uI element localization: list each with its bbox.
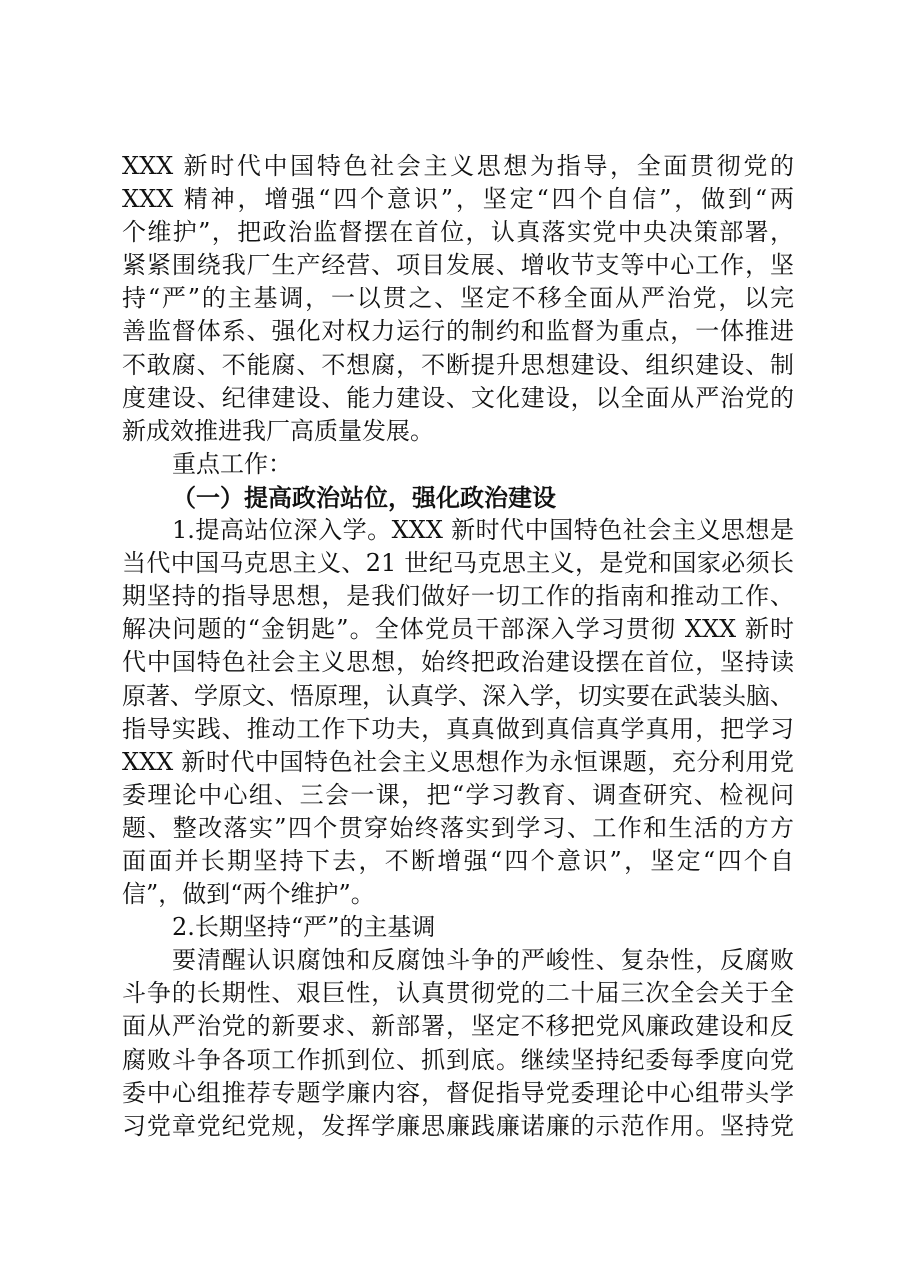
text-line: 当代中国马克思主义、21 世纪马克思主义，是党和国家必须长 xyxy=(122,549,794,578)
text-line: XXX 新时代中国特色社会主义思想作为永恒课题，充分利用党 xyxy=(122,747,794,776)
key-work-label: 重点工作： xyxy=(172,449,292,478)
text-line: 腐败斗争各项工作抓到位、抓到底。继续坚持纪委每季度向党 xyxy=(122,1045,794,1074)
text-line: XXX 新时代中国特色社会主义思想为指导，全面贯彻党的 xyxy=(122,152,794,180)
text-line: 1.提高站位深入学。XXX 新时代中国特色社会主义思想是 xyxy=(172,516,794,545)
text-line: 题、整改落实”四个贯穿始终落实到学习、工作和生活的方方 xyxy=(122,813,794,842)
text-line: 斗争的长期性、艰巨性，认真贯彻党的二十届三次全会关于全 xyxy=(122,979,794,1008)
text-line: 不敢腐、不能腐、不想腐，不断提升思想建设、组织建设、制 xyxy=(122,350,794,379)
text-line: 紧紧围绕我厂生产经营、项目发展、增收节支等中心工作，坚 xyxy=(122,251,794,280)
text-line: 新成效推进我厂高质量发展。 xyxy=(122,416,434,445)
document-page xyxy=(122,150,794,1143)
text-line: 指导实践、推动工作下功夫，真真做到真信真学真用，把学习 xyxy=(122,714,794,743)
text-line: XXX 精神，增强“四个意识”，坚定“四个自信”，做到“两 xyxy=(122,185,794,214)
item-2-heading: 2.长期坚持“严”的主基调 xyxy=(172,913,436,942)
text-line: 面面并长期坚持下去，不断增强“四个意识”，坚定“四个自 xyxy=(122,846,794,875)
section-heading xyxy=(122,481,794,514)
text-line: 要清醒认识腐蚀和反腐蚀斗争的严峻性、复杂性，反腐败 xyxy=(172,946,794,975)
paragraph-item-2 xyxy=(122,944,794,1143)
paragraph-item-2-heading xyxy=(122,911,794,944)
text-line: 委理论中心组、三会一课，把“学习教育、调查研究、检视问 xyxy=(122,780,794,809)
paragraph-intro xyxy=(122,150,794,448)
text-line: 持“严”的主基调，一以贯之、坚定不移全面从严治党，以完 xyxy=(122,284,794,313)
paragraph-item-1 xyxy=(122,514,794,911)
paragraph-key-work xyxy=(122,448,794,481)
text-line: 个维护”，把政治监督摆在首位，认真落实党中央决策部署， xyxy=(122,218,794,247)
text-line: 习党章党纪党规，发挥学廉思廉践廉诺廉的示范作用。坚持党 xyxy=(122,1111,794,1140)
text-line: 信”，做到“两个维护”。 xyxy=(122,880,375,909)
section-1-heading: （一）提高政治站位，强化政治建设 xyxy=(172,482,556,512)
text-line: 度建设、纪律建设、能力建设、文化建设，以全面从严治党的 xyxy=(122,383,794,412)
text-line: 委中心组推荐专题学廉内容，督促指导党委理论中心组带头学 xyxy=(122,1078,794,1107)
text-line: 善监督体系、强化对权力运行的制约和监督为重点，一体推进 xyxy=(122,317,794,346)
text-line: 代中国特色社会主义思想，始终把政治建设摆在首位，坚持读 xyxy=(122,648,794,677)
text-line: 解决问题的“金钥匙”。全体党员干部深入学习贯彻 XXX 新时 xyxy=(122,615,794,644)
text-line: 面从严治党的新要求、新部署，坚定不移把党风廉政建设和反 xyxy=(122,1012,794,1041)
text-line: 期坚持的指导思想，是我们做好一切工作的指南和推动工作、 xyxy=(122,582,794,611)
text-line: 原著、学原文、悟原理，认真学、深入学，切实要在武装头脑、 xyxy=(122,681,794,710)
